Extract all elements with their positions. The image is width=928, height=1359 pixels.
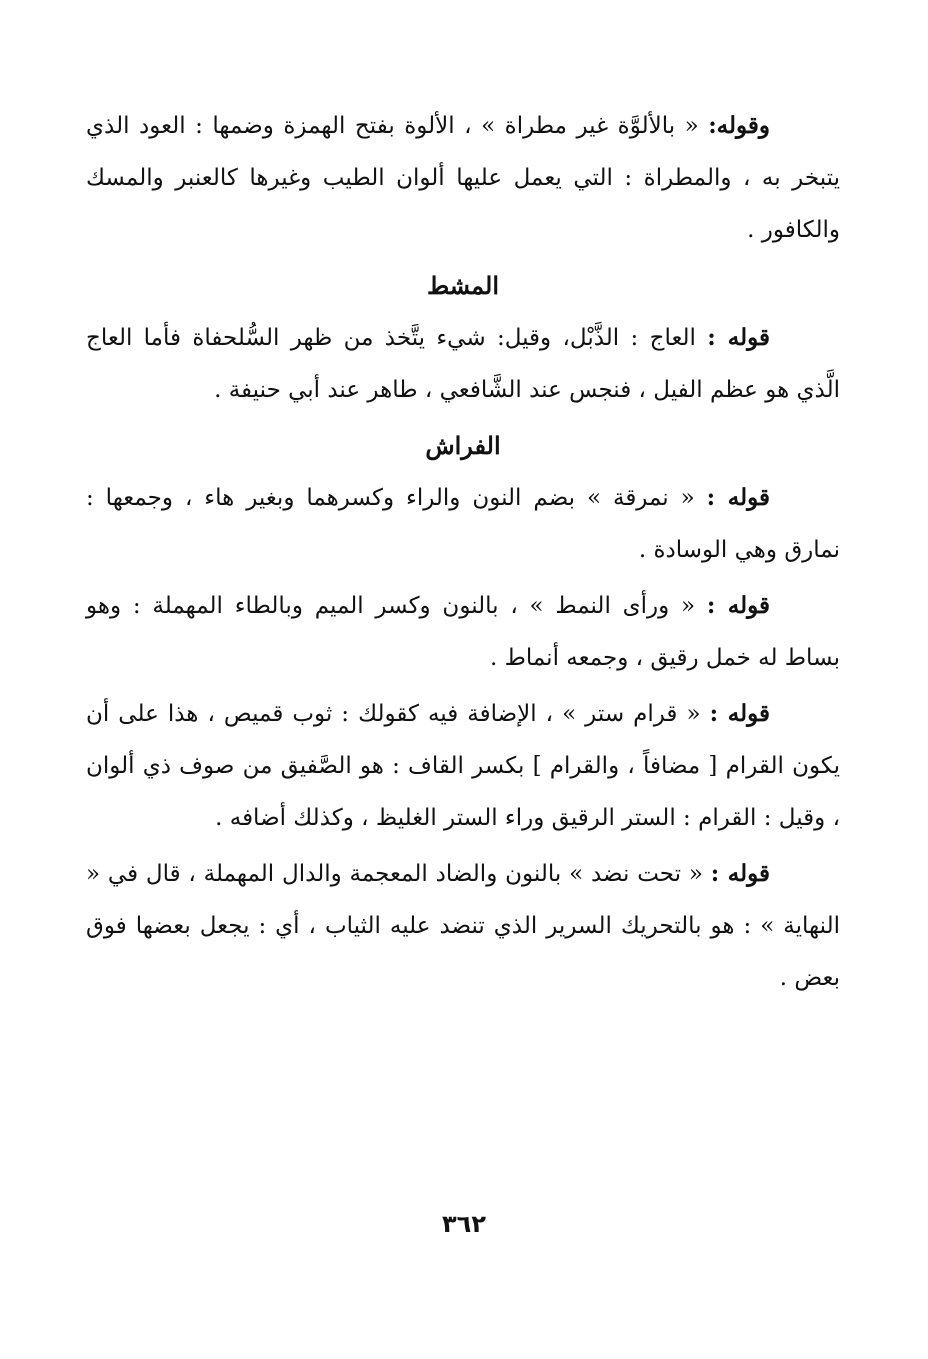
section-heading-mushut: المشط <box>426 271 500 300</box>
paragraph-text: العاج : الذَّبْل، وقيل: شيء يتَّخذ من ظهر السُّلحفاة فأما العاج الَّذي هو عظم الفيل ، فنجس عند الشَّافعي ، طاهر عند أبي حنيفة . <box>86 325 840 403</box>
paragraph-aaj <box>86 312 840 416</box>
page-body <box>86 100 840 1008</box>
paragraph-namat <box>86 580 840 684</box>
paragraph-text: « قرام ستر » ، الإضافة فيه كقولك : ثوب قميص ، هذا على أن يكون القرام [ مضافاً ، والقرام ] بكسر القاف : هو الصَّفيق من صوف ذي ألوان ، وقيل : القرام : الستر الرقيق وراء الستر الغليظ ، وكذلك أضافه . <box>86 701 840 831</box>
paragraph-lead: قوله : <box>707 324 771 351</box>
paragraph-namraqa <box>86 472 840 576</box>
paragraph-lead: قوله : <box>710 860 770 887</box>
paragraph-text: « ورأى النمط » ، بالنون وكسر الميم وبالطاء المهملة : وهو بساط له خمل رقيق ، وجمعه أنماط . <box>86 593 840 671</box>
paragraph-lead: وقوله: <box>708 112 770 139</box>
paragraph-lead: قوله : <box>709 700 770 727</box>
page-number: ٣٦٢ <box>442 1210 486 1238</box>
paragraph-text: « نمرقة » بضم النون والراء وكسرهما وبغير هاء ، وجمعها : نمارق وهي الوسادة . <box>86 485 840 563</box>
paragraph-lead: قوله : <box>706 592 770 619</box>
paragraph-text: « تحت نضد » بالنون والضاد المعجمة والدال المهملة ، قال في « النهاية » : هو بالتحريك السرير الذي تنضد عليه الثياب ، أي : يجعل بعضها فوق بعض . <box>86 861 840 991</box>
paragraph-lead: قوله : <box>706 484 770 511</box>
paragraph-qiram <box>86 688 840 844</box>
paragraph-alluwwa <box>86 100 840 256</box>
paragraph-text: « بالألوَّة غير مطراة » ، الألوة بفتح الهمزة وضمها : العود الذي يتبخر به ، والمطراة : التي يعمل عليها ألوان الطيب وغيرها كالعنبر والمسك والكافور . <box>86 113 840 243</box>
section-heading-firash: الفراش <box>425 431 501 460</box>
paragraph-nadad <box>86 848 840 1004</box>
